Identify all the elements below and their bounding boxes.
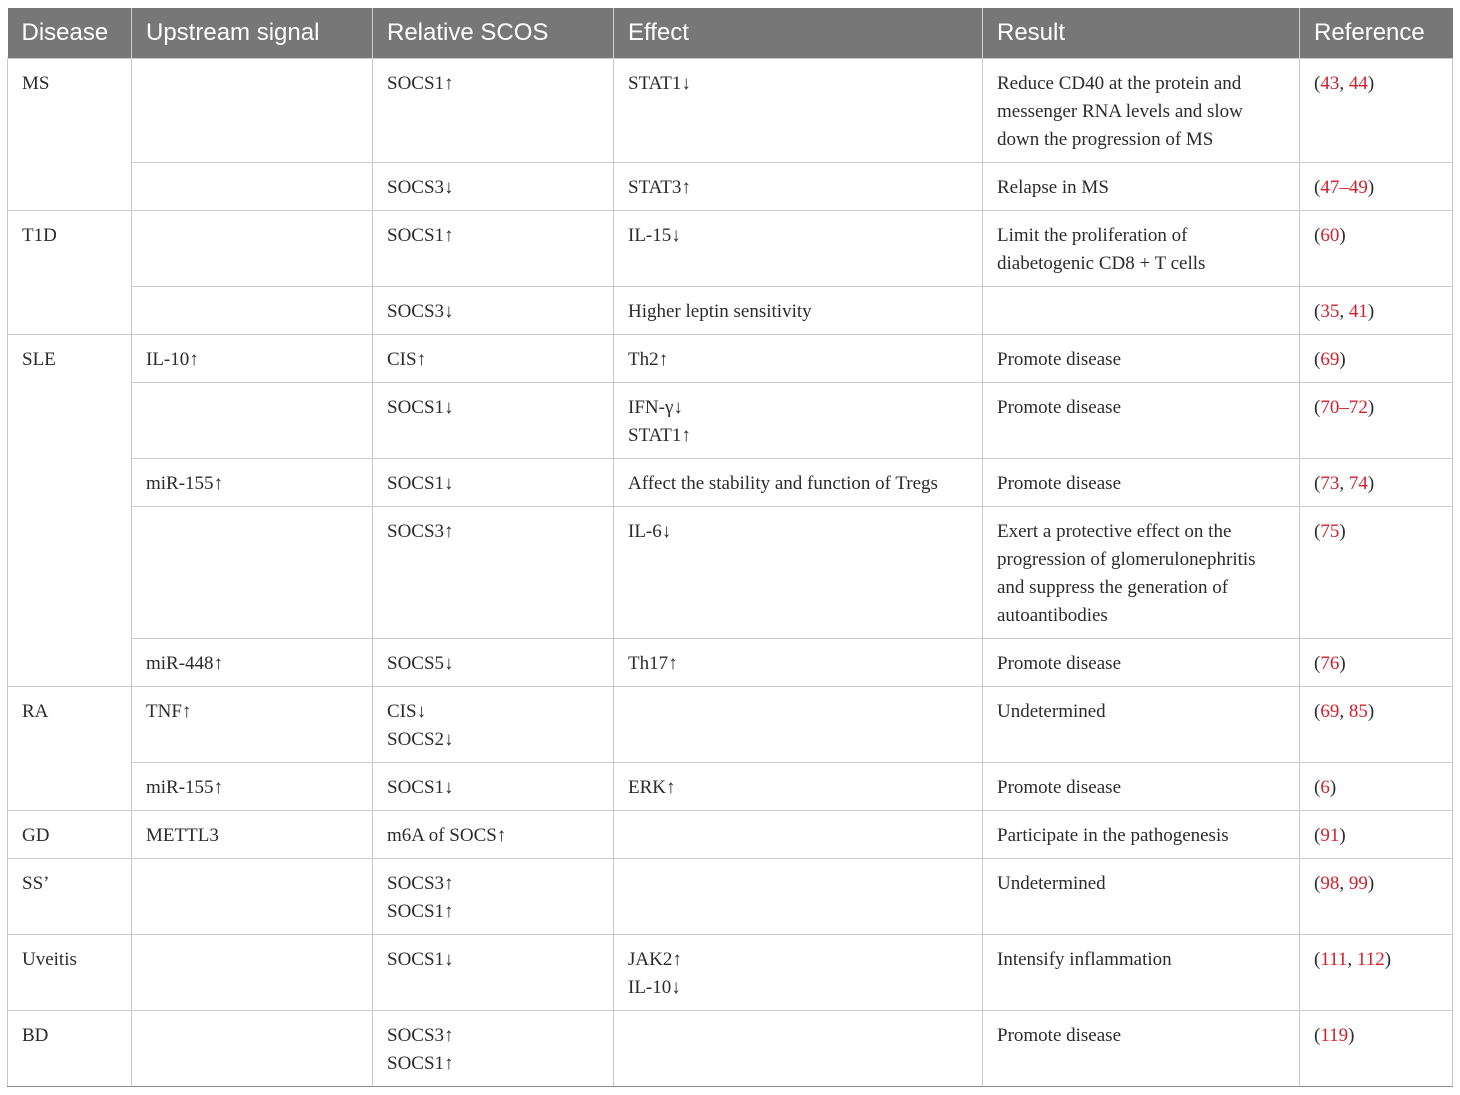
- cell-result: Relapse in MS: [983, 163, 1300, 211]
- cell-relative-scos: [373, 687, 614, 763]
- cell-reference: (69): [1300, 335, 1453, 383]
- header-result: Result: [983, 8, 1300, 59]
- table-row: [8, 935, 1453, 1011]
- cell-upstream-signal: [132, 211, 373, 287]
- reference-link[interactable]: 76: [1320, 653, 1340, 674]
- cell-result: Intensify inflammation: [983, 935, 1300, 1011]
- cell-effect: [614, 811, 983, 859]
- scos-value: SOCS1↑: [387, 1053, 454, 1074]
- scos-value: SOCS1↑: [387, 901, 454, 922]
- cell-result: Participate in the pathogenesis: [983, 811, 1300, 859]
- header-row: [8, 8, 1453, 59]
- scos-value: m6A of SOCS↑: [387, 825, 507, 846]
- header-reference: Reference: [1300, 8, 1453, 59]
- table-body: [8, 59, 1453, 1087]
- cell-result: Promote disease: [983, 383, 1300, 459]
- table-row: [8, 639, 1453, 687]
- cell-effect: [614, 211, 983, 287]
- cell-effect: [614, 639, 983, 687]
- table-row: [8, 507, 1453, 639]
- cell-effect: [614, 687, 983, 763]
- reference-link[interactable]: 91: [1320, 825, 1340, 846]
- table-header: [8, 8, 1453, 59]
- effect-value: IL-15↓: [628, 225, 681, 246]
- reference-link[interactable]: 73: [1320, 473, 1340, 494]
- cell-relative-scos: [373, 935, 614, 1011]
- cell-disease: RA: [8, 687, 132, 811]
- scos-value: SOCS1↑: [387, 225, 454, 246]
- header-relative-scos: Relative SCOS: [373, 8, 614, 59]
- cell-disease: GD: [8, 811, 132, 859]
- effect-value: STAT1↑: [628, 425, 691, 446]
- effect-value: IFN-γ↓: [628, 397, 683, 418]
- cell-result: Undetermined: [983, 687, 1300, 763]
- cell-relative-scos: [373, 507, 614, 639]
- cell-reference: (43, 44): [1300, 59, 1453, 163]
- cell-result: Exert a protective effect on the progression of glomerulonephritis and suppress the generation of autoantibodies: [983, 507, 1300, 639]
- scos-value: SOCS2↓: [387, 729, 454, 750]
- cell-upstream-signal: miR-155↑: [132, 763, 373, 811]
- effect-value: Affect the stability and function of Tregs: [628, 473, 938, 494]
- cell-result: Promote disease: [983, 459, 1300, 507]
- reference-link[interactable]: 69: [1320, 349, 1340, 370]
- cell-result: Limit the proliferation of diabetogenic CD8 + T cells: [983, 211, 1300, 287]
- cell-upstream-signal: METTL3: [132, 811, 373, 859]
- table-row: [8, 859, 1453, 935]
- cell-reference: (60): [1300, 211, 1453, 287]
- reference-link[interactable]: 119: [1320, 1025, 1349, 1046]
- cell-upstream-signal: [132, 287, 373, 335]
- table-row: [8, 211, 1453, 287]
- cell-disease: T1D: [8, 211, 132, 335]
- table-row: [8, 763, 1453, 811]
- cell-effect: [614, 935, 983, 1011]
- cell-effect: [614, 1011, 983, 1087]
- cell-result: Undetermined: [983, 859, 1300, 935]
- header-disease: Disease: [8, 8, 132, 59]
- scos-value: SOCS1↓: [387, 949, 454, 970]
- cell-effect: [614, 459, 983, 507]
- cell-reference: (119): [1300, 1011, 1453, 1087]
- table-row: [8, 383, 1453, 459]
- scos-value: SOCS3↑: [387, 521, 454, 542]
- cell-upstream-signal: [132, 383, 373, 459]
- reference-link[interactable]: 75: [1320, 521, 1340, 542]
- cell-result: [983, 287, 1300, 335]
- cell-upstream-signal: [132, 935, 373, 1011]
- cell-reference: (35, 41): [1300, 287, 1453, 335]
- cell-relative-scos: [373, 859, 614, 935]
- cell-reference: (47–49): [1300, 163, 1453, 211]
- cell-result: Promote disease: [983, 763, 1300, 811]
- reference-link[interactable]: 85: [1348, 701, 1368, 722]
- reference-link[interactable]: 41: [1348, 301, 1368, 322]
- effect-value: Th2↑: [628, 349, 669, 370]
- cell-upstream-signal: [132, 1011, 373, 1087]
- effect-value: IL-10↓: [628, 977, 681, 998]
- cell-disease: SS’: [8, 859, 132, 935]
- reference-link[interactable]: 74: [1348, 473, 1368, 494]
- cell-relative-scos: [373, 59, 614, 163]
- reference-link[interactable]: 44: [1348, 73, 1368, 94]
- cell-relative-scos: [373, 811, 614, 859]
- effect-value: Higher leptin sensitivity: [628, 301, 812, 322]
- cell-upstream-signal: [132, 507, 373, 639]
- table-row: [8, 59, 1453, 163]
- cell-reference: (111, 112): [1300, 935, 1453, 1011]
- reference-link[interactable]: 111: [1320, 949, 1348, 970]
- cell-result: Promote disease: [983, 335, 1300, 383]
- scos-value: SOCS3↑: [387, 873, 454, 894]
- table-row: [8, 163, 1453, 211]
- cell-upstream-signal: IL-10↑: [132, 335, 373, 383]
- cell-reference: (73, 74): [1300, 459, 1453, 507]
- cell-reference: (91): [1300, 811, 1453, 859]
- table-row: [8, 335, 1453, 383]
- effect-value: ERK↑: [628, 777, 676, 798]
- cell-upstream-signal: [132, 859, 373, 935]
- cell-relative-scos: [373, 459, 614, 507]
- cell-reference: (75): [1300, 507, 1453, 639]
- table-row: [8, 1011, 1453, 1087]
- cell-reference: (6): [1300, 763, 1453, 811]
- cell-effect: [614, 287, 983, 335]
- reference-link[interactable]: 43: [1320, 73, 1340, 94]
- scos-value: SOCS1↓: [387, 777, 454, 798]
- cell-result: Promote disease: [983, 1011, 1300, 1087]
- effect-value: STAT1↓: [628, 73, 691, 94]
- cell-disease: Uveitis: [8, 935, 132, 1011]
- cell-upstream-signal: [132, 163, 373, 211]
- cell-upstream-signal: miR-448↑: [132, 639, 373, 687]
- effect-value: IL-6↓: [628, 521, 672, 542]
- table-row: [8, 459, 1453, 507]
- reference-link[interactable]: 69: [1320, 701, 1340, 722]
- reference-link[interactable]: 98: [1320, 873, 1340, 894]
- cell-upstream-signal: [132, 59, 373, 163]
- header-upstream-signal: Upstream signal: [132, 8, 373, 59]
- table-row: [8, 811, 1453, 859]
- effect-value: STAT3↑: [628, 177, 691, 198]
- scos-value: SOCS3↓: [387, 301, 454, 322]
- cell-upstream-signal: TNF↑: [132, 687, 373, 763]
- scos-value: CIS↓: [387, 701, 427, 722]
- reference-link[interactable]: 6: [1320, 777, 1330, 798]
- cell-relative-scos: [373, 1011, 614, 1087]
- scos-value: SOCS5↓: [387, 653, 454, 674]
- cell-relative-scos: [373, 763, 614, 811]
- scos-value: SOCS3↓: [387, 177, 454, 198]
- effect-value: JAK2↑: [628, 949, 682, 970]
- cell-disease: SLE: [8, 335, 132, 687]
- scos-value: SOCS3↑: [387, 1025, 454, 1046]
- cell-relative-scos: [373, 639, 614, 687]
- header-effect: Effect: [614, 8, 983, 59]
- cell-effect: [614, 335, 983, 383]
- cell-relative-scos: [373, 335, 614, 383]
- scos-value: SOCS1↑: [387, 73, 454, 94]
- cell-effect: [614, 507, 983, 639]
- cell-disease: BD: [8, 1011, 132, 1087]
- cell-upstream-signal: miR-155↑: [132, 459, 373, 507]
- table-row: [8, 287, 1453, 335]
- effect-value: Th17↑: [628, 653, 678, 674]
- cell-relative-scos: [373, 287, 614, 335]
- reference-link[interactable]: 47–49: [1320, 177, 1368, 198]
- reference-link[interactable]: 70–72: [1320, 397, 1368, 418]
- cell-relative-scos: [373, 163, 614, 211]
- cell-reference: (98, 99): [1300, 859, 1453, 935]
- reference-link[interactable]: 35: [1320, 301, 1340, 322]
- cell-effect: [614, 763, 983, 811]
- socs-disease-table: [7, 8, 1453, 1087]
- scos-value: SOCS1↓: [387, 397, 454, 418]
- cell-effect: [614, 59, 983, 163]
- cell-reference: (69, 85): [1300, 687, 1453, 763]
- cell-reference: (76): [1300, 639, 1453, 687]
- scos-value: SOCS1↓: [387, 473, 454, 494]
- cell-relative-scos: [373, 211, 614, 287]
- cell-disease: MS: [8, 59, 132, 211]
- cell-relative-scos: [373, 383, 614, 459]
- cell-result: Reduce CD40 at the protein and messenger RNA levels and slow down the progression of MS: [983, 59, 1300, 163]
- reference-link[interactable]: 112: [1356, 949, 1385, 970]
- table-row: [8, 687, 1453, 763]
- reference-link[interactable]: 99: [1348, 873, 1368, 894]
- cell-effect: [614, 859, 983, 935]
- cell-reference: (70–72): [1300, 383, 1453, 459]
- scos-value: CIS↑: [387, 349, 427, 370]
- cell-effect: [614, 163, 983, 211]
- cell-effect: [614, 383, 983, 459]
- reference-link[interactable]: 60: [1320, 225, 1340, 246]
- cell-result: Promote disease: [983, 639, 1300, 687]
